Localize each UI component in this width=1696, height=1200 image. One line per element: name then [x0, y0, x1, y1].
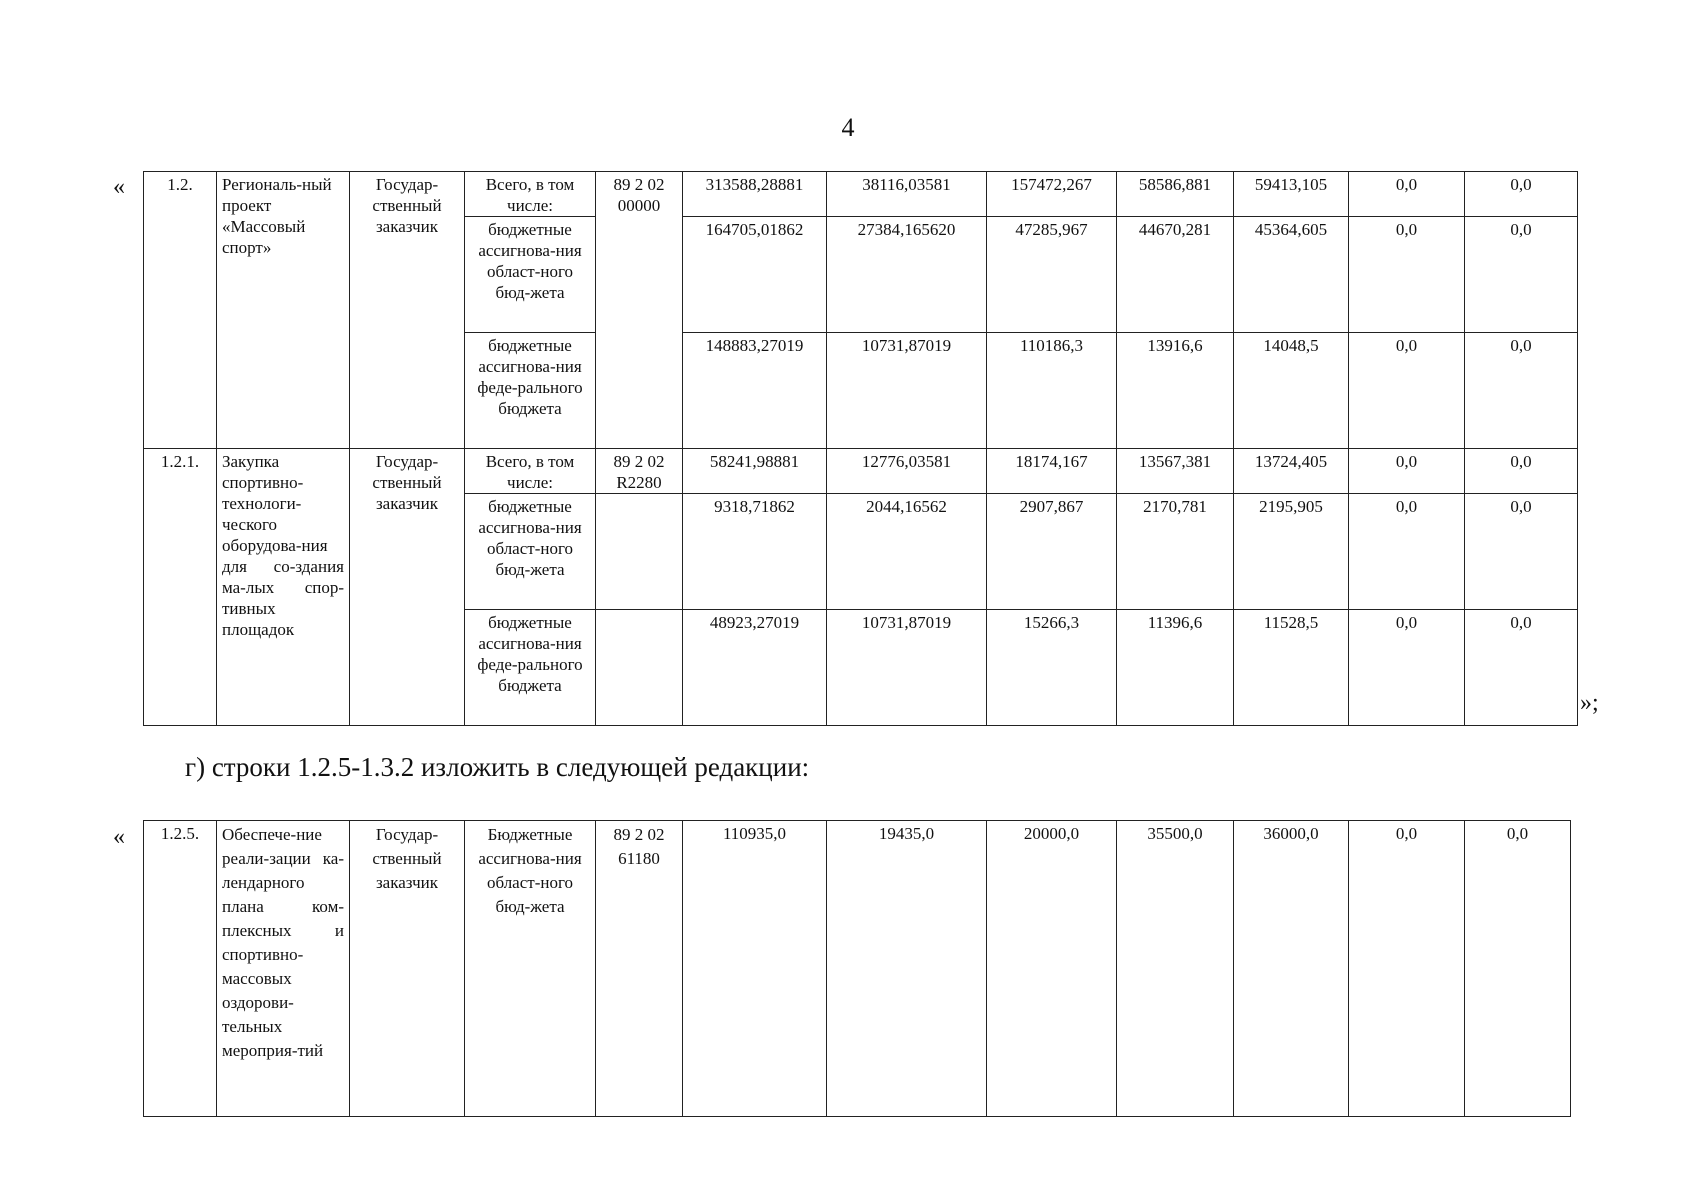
value-cell: 58241,98881 — [683, 449, 827, 494]
value-cell: 0,0 — [1465, 449, 1578, 494]
row-number: 1.2.1. — [144, 449, 217, 726]
row-customer: Государ-ственный заказчик — [350, 821, 465, 1117]
opening-quote: « — [113, 174, 125, 200]
row-kbk-empty — [596, 610, 683, 726]
value-cell: 0,0 — [1349, 494, 1465, 610]
value-cell: 9318,71862 — [683, 494, 827, 610]
value-cell: 164705,01862 — [683, 217, 827, 333]
value-cell: 2170,781 — [1117, 494, 1234, 610]
row-source: бюджетные ассигнова-ния област-ного бюд-жета — [465, 494, 596, 610]
value-cell: 0,0 — [1465, 333, 1578, 449]
page-number: 4 — [841, 113, 855, 142]
value-cell: 10731,87019 — [827, 333, 987, 449]
value-cell: 59413,105 — [1234, 172, 1349, 217]
closing-quote: »; — [1580, 690, 1599, 716]
value-cell: 10731,87019 — [827, 610, 987, 726]
section-heading: г) строки 1.2.5-1.3.2 изложить в следующей редакции: — [185, 752, 810, 782]
value-cell: 58586,881 — [1117, 172, 1234, 217]
row-kbk: 89 2 02 00000 — [596, 172, 683, 449]
value-cell: 110935,0 — [683, 821, 827, 1117]
value-cell: 313588,28881 — [683, 172, 827, 217]
row-number: 1.2.5. — [144, 821, 217, 1117]
value-cell: 20000,0 — [987, 821, 1117, 1117]
value-cell: 0,0 — [1349, 172, 1465, 217]
row-source: бюджетные ассигнова-ния феде-рального бюджета — [465, 610, 596, 726]
row-name: Обеспече-ние реали-зации ка-лендарного плана ком-плексных и спортивно-массовых оздорови-тельных мероприя-тий — [217, 821, 350, 1117]
row-number: 1.2. — [144, 172, 217, 449]
row-source: бюджетные ассигнова-ния област-ного бюд-жета — [465, 217, 596, 333]
value-cell: 11396,6 — [1117, 610, 1234, 726]
value-cell: 0,0 — [1465, 610, 1578, 726]
opening-quote: « — [113, 824, 125, 850]
value-cell: 0,0 — [1349, 333, 1465, 449]
table-row — [144, 449, 1578, 494]
row-name: Закупка спортивно-технологи-ческого оборудова-ния для со-здания ма-лых спор-тивных площадок — [217, 449, 350, 726]
value-cell: 13567,381 — [1117, 449, 1234, 494]
row-source: Бюджетные ассигнова-ния област-ного бюд-жета — [465, 821, 596, 1117]
value-cell: 47285,967 — [987, 217, 1117, 333]
value-cell: 148883,27019 — [683, 333, 827, 449]
value-cell: 157472,267 — [987, 172, 1117, 217]
value-cell: 15266,3 — [987, 610, 1117, 726]
value-cell: 0,0 — [1465, 172, 1578, 217]
row-source: бюджетные ассигнова-ния феде-рального бюджета — [465, 333, 596, 449]
budget-table-2 — [143, 820, 1571, 1117]
value-cell: 14048,5 — [1234, 333, 1349, 449]
value-cell: 0,0 — [1465, 494, 1578, 610]
row-kbk: 89 2 02 61180 — [596, 821, 683, 1117]
value-cell: 0,0 — [1349, 610, 1465, 726]
value-cell: 11528,5 — [1234, 610, 1349, 726]
row-customer: Государ-ственный заказчик — [350, 449, 465, 726]
value-cell: 12776,03581 — [827, 449, 987, 494]
row-customer: Государ-ственный заказчик — [350, 172, 465, 449]
value-cell: 48923,27019 — [683, 610, 827, 726]
value-cell: 38116,03581 — [827, 172, 987, 217]
value-cell: 0,0 — [1465, 217, 1578, 333]
value-cell: 13916,6 — [1117, 333, 1234, 449]
value-cell: 110186,3 — [987, 333, 1117, 449]
table-row — [144, 821, 1571, 1117]
value-cell: 0,0 — [1465, 821, 1571, 1117]
value-cell: 13724,405 — [1234, 449, 1349, 494]
value-cell: 0,0 — [1349, 449, 1465, 494]
value-cell: 35500,0 — [1117, 821, 1234, 1117]
value-cell: 2044,16562 — [827, 494, 987, 610]
budget-table-1 — [143, 171, 1578, 726]
value-cell: 45364,605 — [1234, 217, 1349, 333]
row-source: Всего, в том числе: — [465, 449, 596, 494]
row-kbk-empty — [596, 494, 683, 610]
value-cell: 27384,165620 — [827, 217, 987, 333]
row-source: Всего, в том числе: — [465, 172, 596, 217]
value-cell: 2907,867 — [987, 494, 1117, 610]
value-cell: 0,0 — [1349, 217, 1465, 333]
value-cell: 44670,281 — [1117, 217, 1234, 333]
value-cell: 18174,167 — [987, 449, 1117, 494]
row-kbk: 89 2 02 R2280 — [596, 449, 683, 494]
row-name: Региональ-ный проект «Массовый спорт» — [217, 172, 350, 449]
table-row — [144, 172, 1578, 217]
value-cell: 2195,905 — [1234, 494, 1349, 610]
value-cell: 0,0 — [1349, 821, 1465, 1117]
value-cell: 36000,0 — [1234, 821, 1349, 1117]
value-cell: 19435,0 — [827, 821, 987, 1117]
